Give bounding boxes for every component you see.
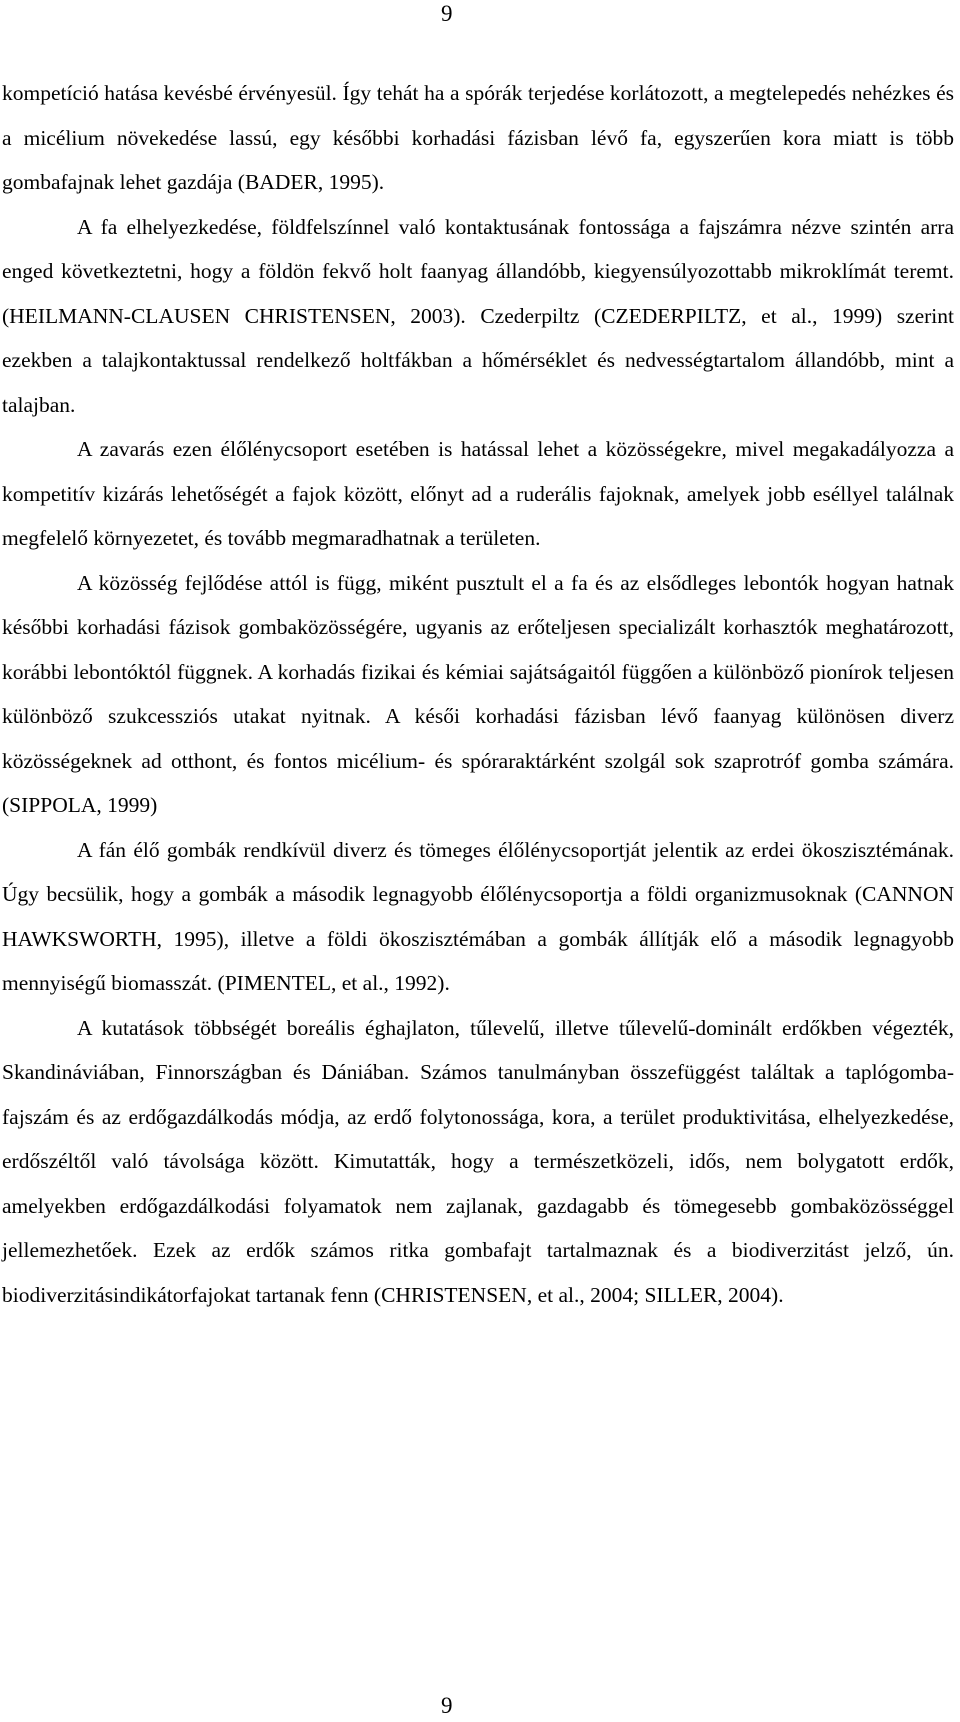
paragraph-2: A fa elhelyezkedése, földfelszínnel való kontaktusának fontossága a fajszámra nézve szintén arra enged következtetni, hogy a földön fekvő holt faanyag állandóbb, kiegyensúlyozottabb mikroklímát teremt. (HEILMANN-CLAUSEN CHRISTENSEN, 2003). Czederpiltz (CZEDERPILTZ, et al., 1999) szerint ezekben a talajkontaktussal rendelkező holtfákban a hőmérséklet és nedvességtartalom állandóbb, mint a talajban. [2,214,954,417]
paragraph-4: A közösség fejlődése attól is függ, miként pusztult el a fa és az elsődleges lebontók hogyan hatnak későbbi korhadási fázisok gombaközösségére, ugyanis az erőteljesen specializált korhasztók meghatározott, korábbi lebontóktól függnek. A korhadás fizikai és kémiai sajátságaitól függően a különböző pionírok teljesen különböző szukcessziós utakat nyitnak. A késői korhadási fázisban lévő faanyag különösen diverz közösségeknek ad otthont, és fontos micélium- és spóraraktárként szolgál sok szaprotróf gomba számára. (SIPPOLA, 1999) [2,570,954,817]
paragraph-5: A fán élő gombák rendkívül diverz és tömeges élőlénycsoportját jelentik az erdei ökoszisztémának. Úgy becsülik, hogy a gombák a második legnagyobb élőlénycsoportja a földi organizmusoknak (CANNON HAWKSWORTH, 1995), illetve a földi ökoszisztémában a gombák állítják elő a második legnagyobb mennyiségű biomasszát. (PIMENTEL, et al., 1992). [2,837,954,995]
document-body [2,71,954,1317]
paragraph-3: A zavarás ezen élőlénycsoport esetében is hatással lehet a közösségekre, mivel megakadályozza a kompetitív kizárás lehetőségét a fajok között, előnyt ad a ruderális fajoknak, amelyek jobb eséllyel találnak megfelelő környezetet, és tovább megmaradhatnak a területen. [2,437,954,550]
page-number-bottom: 9 [441,1693,453,1718]
paragraph-1: kompetíció hatása kevésbé érvényesül. Így tehát ha a spórák terjedése korlátozott, a megtelepedés nehézkes és a micélium növekedése lassú, egy későbbi korhadási fázisban lévő fa, egyszerűen kora miatt is több gombafajnak lehet gazdája (BADER, 1995). [2,81,954,194]
page-number-top: 9 [441,1,453,26]
paragraph-6: A kutatások többségét boreális éghajlaton, tűlevelű, illetve tűlevelű-dominált erdőkben végezték, Skandináviában, Finnországban és Dániában. Számos tanulmányban összefüggést találtak a taplógomba-fajszám és az erdőgazdálkodás módja, az erdő folytonossága, kora, a terület produktivitása, elhelyezkedése, erdőszéltől való távolsága között. Kimutatták, hogy a természetközeli, idős, nem bolygatott erdők, amelyekben erdőgazdálkodási folyamatok nem zajlanak, gazdagabb és tömegesebb gombaközösséggel jellemezhetőek. Ezek az erdők számos ritka gombafajt tartalmaznak és a biodiverzitást jelző, ún. biodiverzitásindikátorfajokat tartanak fenn (CHRISTENSEN, et al., 2004; SILLER, 2004). [2,1015,954,1307]
